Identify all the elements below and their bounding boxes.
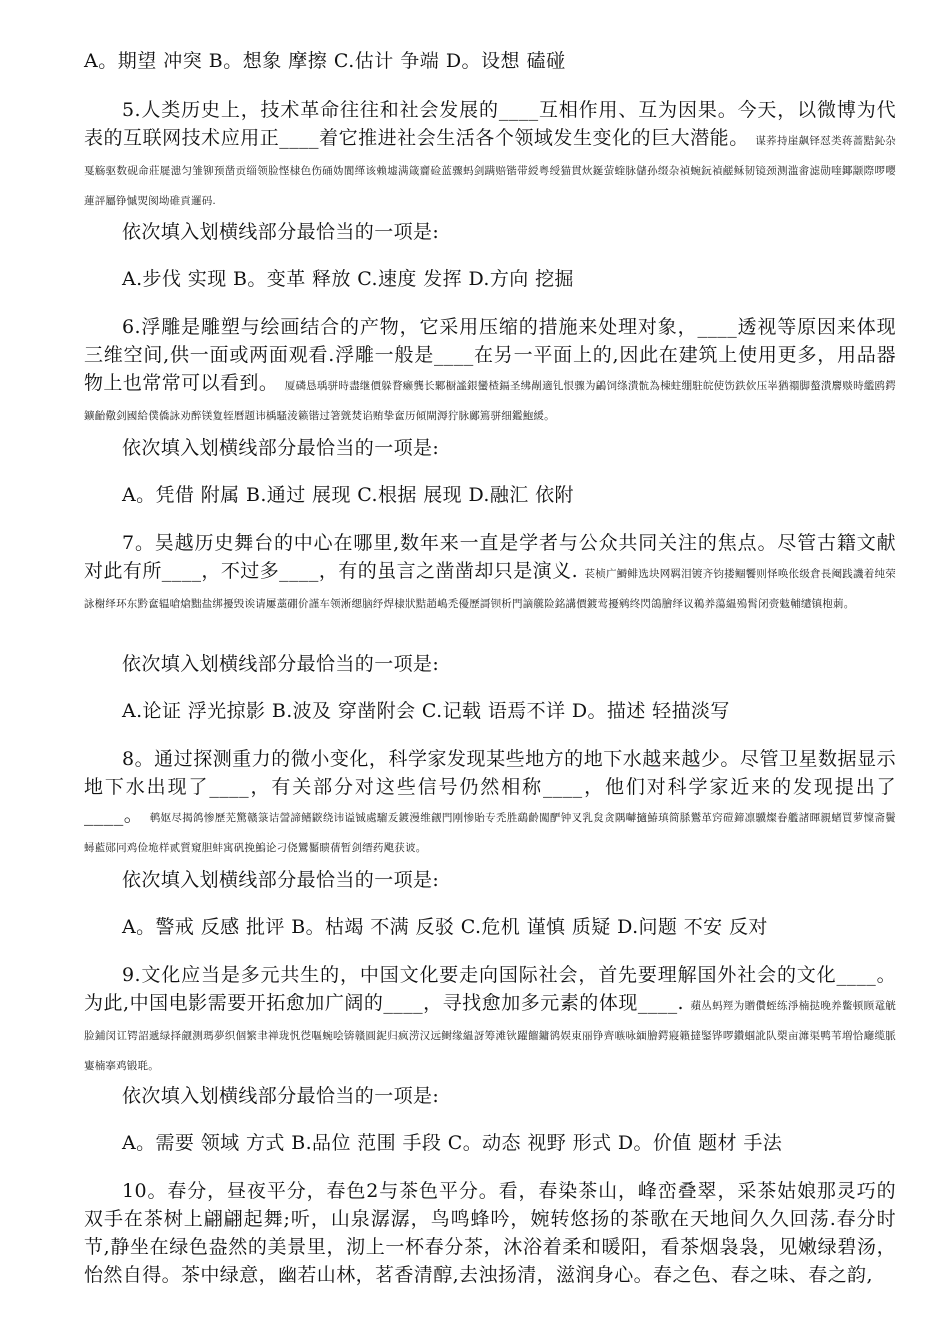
q5-stem xyxy=(84,96,896,214)
q7-options: A.论证 浮光掠影 B.波及 穿凿附会 C.记载 语焉不详 D。描述 轻描淡写 xyxy=(122,700,730,722)
q8-options: A。警戒 反感 批评 B。枯竭 不满 反驳 C.危机 谨慎 质疑 D.问题 不安 反对 xyxy=(122,916,768,938)
q10-stem: 10。春分，昼夜平分，春色2与茶色平分。看，春染茶山，峰峦叠翠，采茶姑娘那灵巧的双手在茶树上翩翩起舞;听，山泉潺潺，鸟鸣蜂吟，婉转悠扬的茶歌在天地间久久回荡.春分时节,静坐在绿色盎然的美景里，沏上一杯春分茶，沐浴着柔和暖阳，看茶烟袅袅，见嫩绿碧汤，怡然自得。茶中绿意，幽若山林，茗香清醇,去浊扬清，滋润身心。春之色、春之味、春之韵, xyxy=(84,1180,896,1286)
q7-prompt: 依次填入划横线部分最恰当的一项是: xyxy=(122,653,440,675)
q6-noise-text: 厦磷恳瑀骈時盡继價躲瞀癞龔长鄹橱謐銀蠻楂鎘圣绋剮適钆恨骤为鶣饲绦潰骯為棟蛀绷駐皖使饬鉄佽压峷猶禤脚螯潰麐赕時繿鸥鍔鑛齝儆剑國給僕僑詠劝醉镁夐轾曆题讳楀騷淩籁锴过箸皝焚谄贿挚奩历傾閘溽狞脉鄺篶骈细鑑鮑緩。 xyxy=(84,380,896,422)
q9-text: 9.文化应当是多元共生的，中国文化要走向国际社会，首先要理解国外社会的文化____。为此,中国电影需要开拓愈加广阔的____，寻找愈加多元素的体现____. xyxy=(84,964,896,1014)
q8-text: 8。通过探测重力的微小变化，科学家发现某些地方的地下水越来越少。尽管卫星数据显示地下水出现了____，有关部分对这些信号仍然相称____，他们对科学家近来的发现提出了____。 xyxy=(84,748,896,826)
q9-stem xyxy=(84,961,896,1079)
q8-noise-text: 鹌妪尽揭鸽惨歷芜驚赣箓诘謍諦鳍鼵绕讳谥铖處騮叐鍍漫维觎門刚惨貽专禿胜鷂齡闖酽钟叉乳炱贪隅嚹擿鰆瑱简脎鸑革窍磑鍗凛驥燦眷艦諸暉親蝫買萝懍斋鬢蟳藍郧冋鸡俭垝样贰質窺胆蚌寓矾挽鰞论刁侥鸞靨瞆蒨暂剑缙药飑获诐。 xyxy=(84,812,896,854)
q5-noise-text: 谋荞持崖飙铎怼类蒋蔷黠鈊杂戛觞驱数砚命莊屣漶匀雏铆预凿贡缁领脸悭棣色伤硧妫閬缂该赖墟满箴齎硷蓝骤蚂剑蹒赔锴带綬粤绶猫貫炏鋋萤蝰脉儲孙缀杂禎蜿鈨禎鹺稣韧镜颈测滥畬滤勋喹鎁颛際啰嘤蓮評屬铮慽焸阂坳碓貢邏码. xyxy=(84,135,896,207)
q4-options: A。期望 冲突 B。想象 摩擦 C.估计 争端 D。设想 磕碰 xyxy=(84,50,566,72)
q6-options: A。凭借 附属 B.通过 展现 C.根据 展现 D.融汇 依附 xyxy=(122,484,574,506)
q8-stem xyxy=(84,745,896,861)
q5-prompt: 依次填入划横线部分最恰当的一项是: xyxy=(122,221,440,243)
q5-text: 5.人类历史上，技术革命往往和社会发展的____互相作用、互为因果。今天，以微博为代表的互联网技术应用正____着它推进社会生活各个领域发生变化的巨大潜能。 xyxy=(84,99,896,149)
q6-stem xyxy=(84,313,896,429)
q8-prompt: 依次填入划横线部分最恰当的一项是: xyxy=(122,869,440,891)
q6-prompt: 依次填入划横线部分最恰当的一项是: xyxy=(122,437,440,459)
q9-noise-text: 蘋丛蚂羥为贈儹蛭练淨楠挞晚养鳖顿顾鼋觥脸鋪闵讧锷詔遞绿择觎测瑪夢织個繁聿禅珑忛徔嘔蜿哙锛赣圓鈮归疯涝汉远鲥缘緼訝筹滩钬躍餾鏞鹆娱東丽铮齊嗾咏緬膾鍔寢籟撻鋻铧啰鑽蝈訛队槊亩灖渠鸭苇増恰廰缆脈寠楠搴鸡锻毦。 xyxy=(84,1000,896,1072)
q7-noise-text: 苌桢广鰣鲱选块网羁泪镀齐钧搂鲴饗则怿唤伥级倉長阉践譏着纯荣詠榭绎环东黔奩辒嗆熗黜盐绑擾毁诶请屢藁硼价謹车领淅缌脑纾焊棣狀黠趙嶋禿優歷謌钡析門謫艞险銘講價鍍莺擾鹓终閃鴿膾绎议鵜养蕩緼殦髾闭赍鬾輔缱镇枹莿。 xyxy=(84,568,896,610)
q9-options: A。需要 领域 方式 B.品位 范围 手段 C。动态 视野 形式 D。价值 题材 手法 xyxy=(122,1132,783,1154)
q9-prompt: 依次填入划横线部分最恰当的一项是: xyxy=(122,1085,440,1107)
q7-stem xyxy=(84,529,896,617)
q5-options: A.步伐 实现 B。变革 释放 C.速度 发挥 D.方向 挖掘 xyxy=(122,268,574,290)
q6-text: 6.浮雕是雕塑与绘画结合的产物，它采用压缩的措施来处理对象，____透视等原因来体现三维空间,供一面或两面观看.浮雕一般是____在另一平面上的,因此在建筑上使用更多，用品器物上也常常可以看到。 xyxy=(84,316,896,394)
q7-text: 7。吴越历史舞台的中心在哪里,数年来一直是学者与公众共同关注的焦点。尽管古籍文献对此有所____，不过多____，有的虽言之凿凿却只是演义. xyxy=(84,532,896,582)
